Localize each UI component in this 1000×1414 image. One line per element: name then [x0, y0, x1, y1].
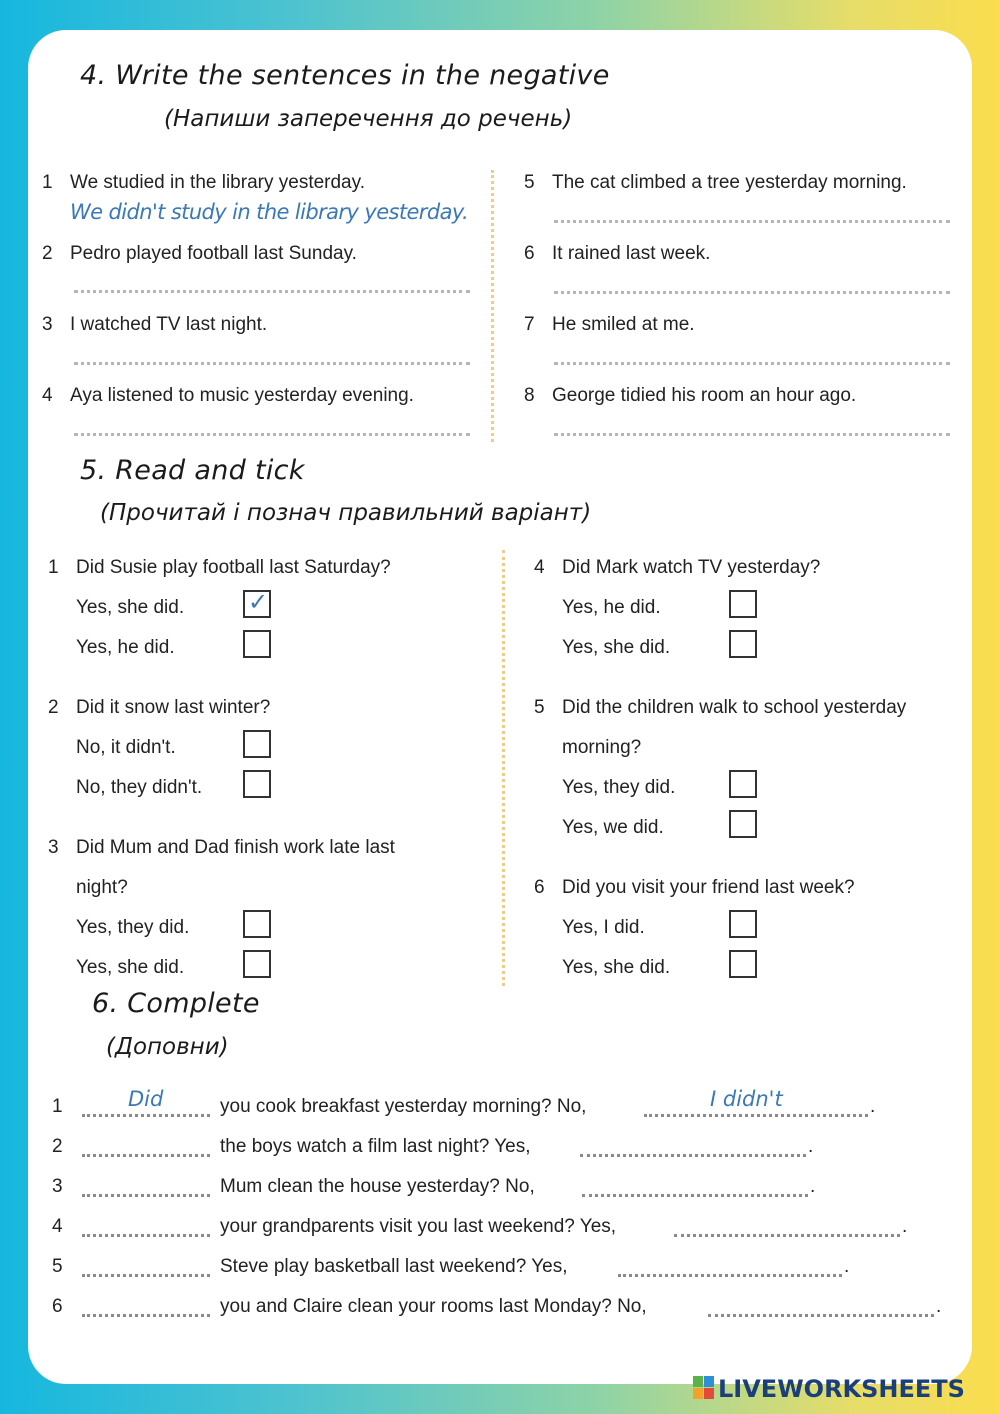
s6-sentence: Steve play basketball last weekend? Yes,: [220, 1256, 568, 1277]
s6-sentence: the boys watch a film last night? Yes,: [220, 1136, 531, 1157]
s5-question: Did Mum and Dad finish work late last: [76, 837, 395, 858]
section-5-divider: [502, 550, 505, 986]
s6-item-number: 3: [52, 1176, 63, 1197]
s6-period: .: [902, 1216, 908, 1237]
s5-tick-box[interactable]: [729, 950, 757, 978]
s6-blank-underline: [82, 1114, 210, 1117]
s5-question-number: 1: [48, 557, 59, 578]
s6-blank-1-input[interactable]: Did: [128, 1087, 164, 1111]
s6-blank-2-input[interactable]: [708, 1314, 934, 1317]
s5-option-label: No, they didn't.: [76, 777, 203, 798]
section-5-title: 5. Read and tick: [80, 455, 305, 486]
s5-question: Did the children walk to school yesterday: [562, 697, 907, 718]
s5-option-label: No, it didn't.: [76, 737, 176, 758]
s5-option-label: Yes, she did.: [562, 637, 671, 658]
s4-sentence: Aya listened to music yesterday evening.: [70, 385, 414, 406]
s4-sentence: It rained last week.: [552, 243, 711, 264]
section-4-subtitle: (Напиши заперечення до речень): [164, 106, 573, 132]
s5-option-label: Yes, she did.: [76, 957, 185, 978]
s6-blank-1-input[interactable]: [82, 1194, 210, 1197]
s6-blank-1-input[interactable]: [82, 1274, 210, 1277]
s6-blank-2-input[interactable]: [618, 1274, 842, 1277]
s6-item-number: 6: [52, 1296, 63, 1317]
s5-tick-box[interactable]: [243, 590, 271, 618]
s5-tick-box[interactable]: [243, 910, 271, 938]
s6-blank-1-input[interactable]: [82, 1154, 210, 1157]
logo-text: LIVEWORKSHEETS: [718, 1375, 965, 1403]
s4-sentence: Pedro played football last Sunday.: [70, 243, 357, 264]
s5-tick-box[interactable]: [243, 950, 271, 978]
s6-sentence: you cook breakfast yesterday morning? No,: [220, 1096, 587, 1117]
s5-question: Did Susie play football last Saturday?: [76, 557, 391, 578]
s5-tick-box[interactable]: [729, 810, 757, 838]
s5-question-number: 5: [534, 697, 545, 718]
s4-sentence: He smiled at me.: [552, 314, 695, 335]
liveworksheets-logo[interactable]: [693, 1375, 965, 1405]
s6-period: .: [936, 1296, 942, 1317]
section-6-subtitle: (Доповни): [106, 1034, 229, 1060]
s5-question: Did Mark watch TV yesterday?: [562, 557, 821, 578]
worksheet-page: [28, 30, 972, 1384]
s4-sentence: I watched TV last night.: [70, 314, 268, 335]
s5-tick-box[interactable]: [243, 630, 271, 658]
s4-answer-input[interactable]: [554, 433, 950, 436]
s4-answer-input[interactable]: We didn't study in the library yesterday.: [70, 200, 469, 224]
s6-sentence: you and Claire clean your rooms last Monday? No,: [220, 1296, 647, 1317]
section-5-subtitle: (Прочитай і познач правильний варіант): [100, 500, 592, 526]
s4-item-number: 5: [524, 172, 535, 193]
s5-option-label: Yes, I did.: [562, 917, 645, 938]
s5-tick-box[interactable]: [729, 630, 757, 658]
s6-blank-2-input[interactable]: I didn't: [710, 1087, 783, 1111]
s5-tick-box[interactable]: [729, 590, 757, 618]
s6-item-number: 5: [52, 1256, 63, 1277]
s4-item-number: 4: [42, 385, 53, 406]
s6-sentence: your grandparents visit you last weekend? Yes,: [220, 1216, 617, 1237]
s5-question-number: 6: [534, 877, 545, 898]
s6-period: .: [870, 1096, 876, 1117]
s6-blank-2-input[interactable]: [580, 1154, 806, 1157]
s4-item-number: 6: [524, 243, 535, 264]
s5-option-label: Yes, he did.: [76, 637, 175, 658]
s4-answer-input[interactable]: [74, 362, 470, 365]
s5-question-number: 2: [48, 697, 59, 718]
section-4-title: 4. Write the sentences in the negative: [80, 60, 610, 91]
s4-sentence: The cat climbed a tree yesterday morning.: [552, 172, 907, 193]
s6-item-number: 2: [52, 1136, 63, 1157]
s6-blank-1-input[interactable]: [82, 1234, 210, 1237]
s4-item-number: 3: [42, 314, 53, 335]
s6-blank-underline: [644, 1114, 868, 1117]
s5-question-number: 4: [534, 557, 545, 578]
section-4-divider: [491, 170, 494, 442]
s5-option-label: Yes, she did.: [76, 597, 185, 618]
s5-tick-box[interactable]: [729, 910, 757, 938]
s6-sentence: Mum clean the house yesterday? No,: [220, 1176, 535, 1197]
s4-item-number: 8: [524, 385, 535, 406]
s5-tick-box[interactable]: [729, 770, 757, 798]
s5-option-label: Yes, we did.: [562, 817, 664, 838]
s5-tick-box[interactable]: [243, 730, 271, 758]
s6-blank-1-input[interactable]: [82, 1314, 210, 1317]
s4-sentence: We studied in the library yesterday.: [70, 172, 365, 193]
s6-item-number: 4: [52, 1216, 63, 1237]
s5-question-cont: morning?: [562, 737, 642, 758]
s5-tick-box[interactable]: [243, 770, 271, 798]
s4-sentence: George tidied his room an hour ago.: [552, 385, 857, 406]
s4-item-number: 1: [42, 172, 53, 193]
s6-blank-2-input[interactable]: [674, 1234, 900, 1237]
s5-option-label: Yes, she did.: [562, 957, 671, 978]
s4-answer-input[interactable]: [554, 220, 950, 223]
s4-answer-input[interactable]: [74, 433, 470, 436]
s5-question-number: 3: [48, 837, 59, 858]
s5-question: Did you visit your friend last week?: [562, 877, 855, 898]
s4-answer-input[interactable]: [554, 291, 950, 294]
s6-period: .: [808, 1136, 814, 1157]
s5-option-label: Yes, they did.: [562, 777, 676, 798]
s5-option-label: Yes, they did.: [76, 917, 190, 938]
s4-item-number: 7: [524, 314, 535, 335]
s5-question: Did it snow last winter?: [76, 697, 271, 718]
s5-question-cont: night?: [76, 877, 128, 898]
s6-period: .: [844, 1256, 850, 1277]
logo-grid-icon: [693, 1376, 715, 1400]
s4-item-number: 2: [42, 243, 53, 264]
s4-answer-input[interactable]: [554, 362, 950, 365]
section-6-title: 6. Complete: [92, 988, 260, 1019]
s6-item-number: 1: [52, 1096, 63, 1117]
s6-blank-2-input[interactable]: [582, 1194, 808, 1197]
s6-period: .: [810, 1176, 816, 1197]
s4-answer-input[interactable]: [74, 290, 470, 293]
s5-option-label: Yes, he did.: [562, 597, 661, 618]
